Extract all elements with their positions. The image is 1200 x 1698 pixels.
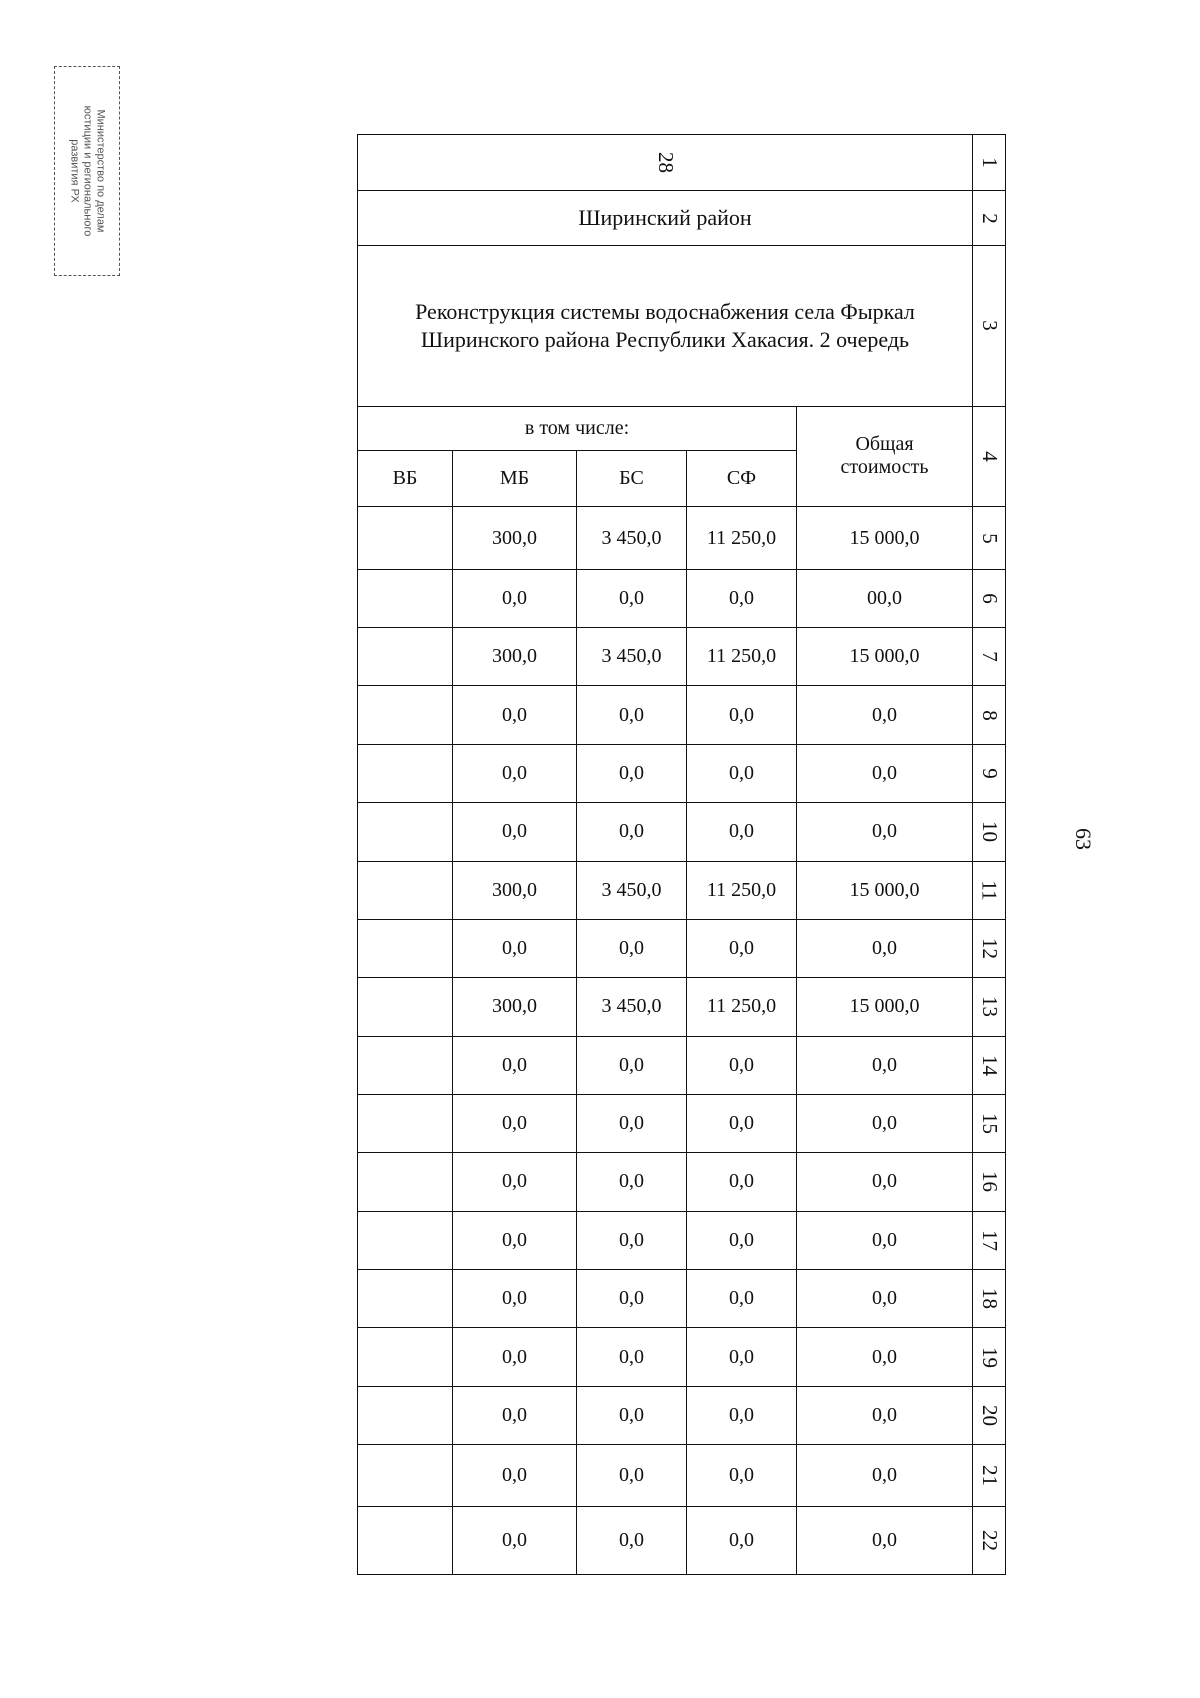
bs-cell: 0,0 bbox=[577, 1445, 687, 1507]
table-row bbox=[358, 1094, 1006, 1152]
row-number: 22 bbox=[973, 1507, 1006, 1575]
table-row bbox=[358, 1328, 1006, 1386]
sf-cell: 0,0 bbox=[687, 1211, 797, 1269]
row-number: 10 bbox=[973, 803, 1006, 861]
including-header: в том числе: bbox=[358, 406, 797, 450]
row-number: 6 bbox=[973, 569, 1006, 627]
stamp-line: развития РХ bbox=[68, 139, 81, 203]
total-cost-cell: 0,0 bbox=[797, 1153, 973, 1211]
table-row bbox=[358, 1153, 1006, 1211]
funding-table bbox=[357, 134, 1006, 1575]
vb-cell bbox=[358, 1270, 453, 1328]
mb-cell: 300,0 bbox=[453, 978, 577, 1036]
total-cost-header: Общая стоимость bbox=[797, 406, 973, 507]
table-row bbox=[358, 1507, 1006, 1575]
sf-cell: 0,0 bbox=[687, 1507, 797, 1575]
vb-cell bbox=[358, 1328, 453, 1386]
row-number: 14 bbox=[973, 1036, 1006, 1094]
item-number: 28 bbox=[653, 152, 678, 174]
bs-cell: 3 450,0 bbox=[577, 507, 687, 569]
total-cost-cell: 0,0 bbox=[797, 1386, 973, 1444]
row-number: 20 bbox=[973, 1386, 1006, 1444]
bs-cell: 0,0 bbox=[577, 803, 687, 861]
row-number: 15 bbox=[973, 1094, 1006, 1152]
vb-cell bbox=[358, 1153, 453, 1211]
row-number: 16 bbox=[973, 1153, 1006, 1211]
bs-cell: 0,0 bbox=[577, 1094, 687, 1152]
mb-cell: 0,0 bbox=[453, 1211, 577, 1269]
project-title: Реконструкция системы водоснабжения села Фыркал Ширинского района Республики Хакасия. 2 очередь bbox=[358, 245, 973, 406]
table-row bbox=[358, 686, 1006, 744]
sf-cell: 11 250,0 bbox=[687, 861, 797, 919]
table-row bbox=[358, 1036, 1006, 1094]
table-row bbox=[358, 978, 1006, 1036]
sf-cell: 0,0 bbox=[687, 1386, 797, 1444]
mb-cell: 300,0 bbox=[453, 861, 577, 919]
row-number: 8 bbox=[973, 686, 1006, 744]
sf-cell: 0,0 bbox=[687, 1270, 797, 1328]
mb-cell: 0,0 bbox=[453, 686, 577, 744]
vb-cell bbox=[358, 1445, 453, 1507]
mb-cell: 0,0 bbox=[453, 1445, 577, 1507]
sf-cell: 0,0 bbox=[687, 1153, 797, 1211]
total-cost-cell: 0,0 bbox=[797, 803, 973, 861]
total-cost-cell: 0,0 bbox=[797, 1328, 973, 1386]
table-row bbox=[358, 1270, 1006, 1328]
total-cost-cell: 15 000,0 bbox=[797, 861, 973, 919]
sf-cell: 0,0 bbox=[687, 1036, 797, 1094]
row-number: 11 bbox=[973, 861, 1006, 919]
vb-cell bbox=[358, 686, 453, 744]
vb-cell bbox=[358, 1507, 453, 1575]
vb-cell bbox=[358, 1036, 453, 1094]
bs-cell: 3 450,0 bbox=[577, 628, 687, 686]
mb-cell: 0,0 bbox=[453, 1386, 577, 1444]
stamp-line: юстиции и регионального bbox=[81, 105, 94, 237]
total-cost-cell: 0,0 bbox=[797, 1094, 973, 1152]
mb-cell: 0,0 bbox=[453, 569, 577, 627]
sf-cell: 0,0 bbox=[687, 569, 797, 627]
total-cost-cell: 15 000,0 bbox=[797, 978, 973, 1036]
row-number: 18 bbox=[973, 1270, 1006, 1328]
mb-header: МБ bbox=[453, 450, 577, 506]
total-cost-cell: 15 000,0 bbox=[797, 628, 973, 686]
table-row bbox=[358, 744, 1006, 802]
bs-cell: 0,0 bbox=[577, 1211, 687, 1269]
table-header-row bbox=[358, 406, 1006, 450]
bs-cell: 0,0 bbox=[577, 569, 687, 627]
total-cost-cell: 0,0 bbox=[797, 686, 973, 744]
bs-cell: 3 450,0 bbox=[577, 861, 687, 919]
mb-cell: 0,0 bbox=[453, 744, 577, 802]
total-cost-cell: 0,0 bbox=[797, 1211, 973, 1269]
vb-cell bbox=[358, 569, 453, 627]
mb-cell: 0,0 bbox=[453, 1328, 577, 1386]
vb-cell bbox=[358, 861, 453, 919]
bs-cell: 0,0 bbox=[577, 1270, 687, 1328]
stamp-line: Министерство по делам bbox=[94, 109, 107, 233]
district-name: Ширинский район bbox=[358, 191, 973, 245]
row-number: 13 bbox=[973, 978, 1006, 1036]
vb-cell bbox=[358, 1211, 453, 1269]
row-number: 21 bbox=[973, 1445, 1006, 1507]
table-row bbox=[358, 919, 1006, 977]
bs-cell: 0,0 bbox=[577, 1507, 687, 1575]
sf-cell: 0,0 bbox=[687, 919, 797, 977]
table-row bbox=[358, 628, 1006, 686]
item-number-cell bbox=[358, 135, 973, 191]
table-row bbox=[358, 507, 1006, 569]
row-number: 12 bbox=[973, 919, 1006, 977]
vb-cell bbox=[358, 1386, 453, 1444]
vb-header: ВБ bbox=[358, 450, 453, 506]
table-row bbox=[358, 1211, 1006, 1269]
sf-cell: 11 250,0 bbox=[687, 628, 797, 686]
vb-cell bbox=[358, 507, 453, 569]
row-number: 19 bbox=[973, 1328, 1006, 1386]
total-cost-cell: 0,0 bbox=[797, 744, 973, 802]
table-row bbox=[358, 569, 1006, 627]
bs-cell: 0,0 bbox=[577, 744, 687, 802]
total-cost-cell: 0,0 bbox=[797, 919, 973, 977]
vb-cell bbox=[358, 628, 453, 686]
table-row bbox=[358, 1445, 1006, 1507]
sf-cell: 0,0 bbox=[687, 1445, 797, 1507]
bs-cell: 0,0 bbox=[577, 1386, 687, 1444]
bs-cell: 0,0 bbox=[577, 1328, 687, 1386]
mb-cell: 0,0 bbox=[453, 1094, 577, 1152]
table-row bbox=[358, 1386, 1006, 1444]
sf-cell: 0,0 bbox=[687, 744, 797, 802]
row-number: 9 bbox=[973, 744, 1006, 802]
sf-cell: 0,0 bbox=[687, 1094, 797, 1152]
sf-header: СФ bbox=[687, 450, 797, 506]
row-number: 4 bbox=[973, 406, 1006, 507]
row-number: 5 bbox=[973, 507, 1006, 569]
total-cost-cell: 00,0 bbox=[797, 569, 973, 627]
mb-cell: 300,0 bbox=[453, 628, 577, 686]
vb-cell bbox=[358, 803, 453, 861]
table-row bbox=[358, 803, 1006, 861]
bs-cell: 0,0 bbox=[577, 686, 687, 744]
mb-cell: 300,0 bbox=[453, 507, 577, 569]
sf-cell: 0,0 bbox=[687, 1328, 797, 1386]
table-row bbox=[358, 135, 1006, 191]
vb-cell bbox=[358, 978, 453, 1036]
bs-cell: 0,0 bbox=[577, 1153, 687, 1211]
sf-cell: 0,0 bbox=[687, 686, 797, 744]
mb-cell: 0,0 bbox=[453, 919, 577, 977]
row-number: 1 bbox=[973, 135, 1006, 191]
row-number: 7 bbox=[973, 628, 1006, 686]
total-cost-cell: 0,0 bbox=[797, 1270, 973, 1328]
table-row bbox=[358, 861, 1006, 919]
row-number: 17 bbox=[973, 1211, 1006, 1269]
total-cost-cell: 0,0 bbox=[797, 1507, 973, 1575]
mb-cell: 0,0 bbox=[453, 803, 577, 861]
sf-cell: 11 250,0 bbox=[687, 978, 797, 1036]
bs-cell: 0,0 bbox=[577, 919, 687, 977]
total-cost-cell: 0,0 bbox=[797, 1445, 973, 1507]
vb-cell bbox=[358, 744, 453, 802]
mb-cell: 0,0 bbox=[453, 1036, 577, 1094]
table-row bbox=[358, 245, 1006, 406]
mb-cell: 0,0 bbox=[453, 1507, 577, 1575]
bs-cell: 0,0 bbox=[577, 1036, 687, 1094]
registration-stamp bbox=[54, 66, 120, 276]
table-body bbox=[358, 507, 1006, 1575]
stamp-text bbox=[68, 71, 107, 271]
sf-cell: 0,0 bbox=[687, 803, 797, 861]
bs-header: БС bbox=[577, 450, 687, 506]
bs-cell: 3 450,0 bbox=[577, 978, 687, 1036]
page-number: 63 bbox=[1071, 828, 1096, 850]
vb-cell bbox=[358, 1094, 453, 1152]
row-number: 2 bbox=[973, 191, 1006, 245]
sf-cell: 11 250,0 bbox=[687, 507, 797, 569]
table-row bbox=[358, 191, 1006, 245]
vb-cell bbox=[358, 919, 453, 977]
total-cost-cell: 15 000,0 bbox=[797, 507, 973, 569]
mb-cell: 0,0 bbox=[453, 1153, 577, 1211]
mb-cell: 0,0 bbox=[453, 1270, 577, 1328]
total-cost-cell: 0,0 bbox=[797, 1036, 973, 1094]
row-number: 3 bbox=[973, 245, 1006, 406]
